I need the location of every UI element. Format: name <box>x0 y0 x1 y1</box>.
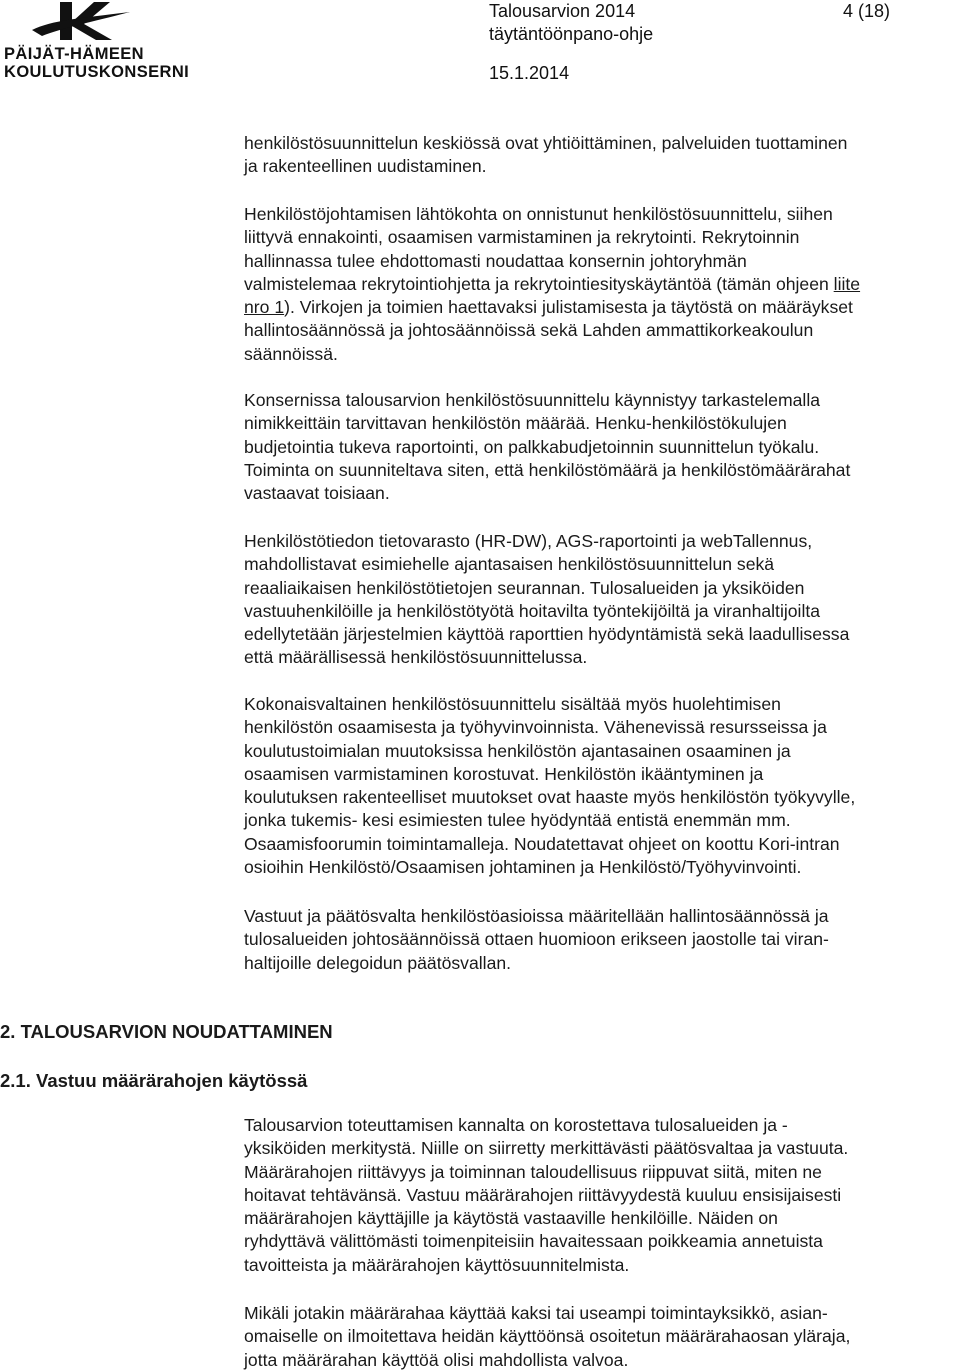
text-line: vastaavat toisiaan. <box>244 483 390 504</box>
organization-name-line2: KOULUTUSKONSERNI <box>4 63 190 81</box>
text-line: henkilöstösuunnittelun keskiössä ovat yhtiöittäminen, palveluiden tuottaminen <box>244 133 848 153</box>
section-heading: 2. TALOUSARVION NOUDATTAMINEN <box>0 1021 333 1042</box>
text-line: ryhdyttävä välittömästi toimenpiteisiin havaitessaan poikkeamia annetuista <box>244 1231 823 1252</box>
text-line: osioihin Henkilöstö/Osaamisen johtaminen ja Henkilöstö/Työhyvinvointi. <box>244 857 802 878</box>
text-line: Vastuut ja päätösvalta henkilöstöasioissa määritellään hallintosäännössä ja <box>244 906 829 926</box>
text-line: liittyvä ennakointi, osaamisen varmistaminen ja rekrytointi. Rekrytoinnin <box>244 227 800 248</box>
text-line: hallintosäännössä ja johtosäännöissä sekä Lahden ammattikorkeakoulun <box>244 320 814 341</box>
text-line: Osaamisfoorumin toimintamalleja. Noudatettavat ohjeet on koottu Kori-intran <box>244 833 840 854</box>
text-line: että määrällisessä henkilöstösuunnittelussa. <box>244 647 588 668</box>
subsection-heading: 2.1. Vastuu määrärahojen käytössä <box>0 1070 308 1091</box>
text-line: Konsernissa talousarvion henkilöstösuunnittelu käynnistyy tarkastelemalla <box>244 390 821 410</box>
text-line: säännöissä. <box>244 343 338 364</box>
text-line: reaaliaikaisen henkilöstötietojen seurannan. Tulosalueiden ja yksiköiden <box>244 577 805 598</box>
text-line: henkilöstön osaamisesta ja työhyvinvoinnista. Vähenevissä resursseissa ja <box>244 717 827 738</box>
text-line: mahdollistavat esimiehelle ajantasaisen henkilöstösuunnittelun sekä <box>244 554 775 575</box>
text-line: nimikkeittäin tarvittavan henkilöstön määrää. Henku-henkilöstökulujen <box>244 413 787 434</box>
text-line: haltijoille delegoidun päätösvallan. <box>244 952 512 973</box>
section2-paragraph-1 <box>244 1114 956 1277</box>
text-line-with-link <box>244 296 956 319</box>
text-line: määrärahojen käyttäjille ja käytöstä vastaaville henkilöille. Näiden on <box>244 1208 778 1229</box>
text-line: Henkilöstötiedon tietovarasto (HR-DW), AGS-raportointi ja webTallennus, <box>244 531 813 551</box>
text-line: edellytetään järjestelmien käyttöä raporttien hyödyntämistä sekä laadullisessa <box>244 624 850 645</box>
text-line: osaamisen varmistaminen korostuvat. Henkilöstön ikääntyminen ja <box>244 763 764 784</box>
section2-paragraph-2 <box>244 1302 956 1372</box>
organization-name-line1: PÄIJÄT-HÄMEEN <box>4 45 144 63</box>
text-line: Mikäli jotakin määrärahaa käyttää kaksi tai useampi toimintayksikkö, asian- <box>244 1303 828 1323</box>
text-line: ). Virkojen ja toimien haettavaksi julistamisesta ja täytöstä on määräykset <box>284 297 853 318</box>
document-subtitle: täytäntöönpano-ohje <box>489 24 654 44</box>
text-line: hallinnassa tulee ehdottomasti noudattaa konsernin johtoryhmän <box>244 250 747 271</box>
text-line: valmistelemaa rekrytointiohjetta ja rekrytointiesityskäytäntöä (tämän ohjeen <box>244 273 834 294</box>
text-line: ja rakenteellinen uudistaminen. <box>244 156 487 177</box>
appendix-link[interactable]: liite <box>833 273 861 294</box>
text-line: Toiminta on suunniteltava siten, että henkilöstömäärä ja henkilöstömäärärahat <box>244 459 851 480</box>
text-line: Kokonaisvaltainen henkilöstösuunnittelu sisältää myös huolehtimisen <box>244 694 781 714</box>
text-line: koulutustoimialan muutoksissa henkilöstön ajantasainen osaaminen ja <box>244 740 791 761</box>
text-line: Määrärahojen riittävyys ja toiminnan taloudellisuus riippuvat siitä, miten ne <box>244 1161 822 1182</box>
text-line: tavoitteista ja määrärahojen käyttösuunnitelmista. <box>244 1254 630 1275</box>
paragraph-4 <box>244 530 956 670</box>
text-line: budjetointia tukeva raportointi, on palkkabudjetoinnin suunnittelun työkalu. <box>244 436 820 457</box>
text-line: vastuuhenkilöille ja henkilöstötyötä hoitavilta työntekijöiltä ja viranhaltijoilta <box>244 600 821 621</box>
paragraph-3 <box>244 389 956 505</box>
text-line: tulosalueiden johtosäännöissä ottaen huomioon erikseen jaostolle tai viran- <box>244 929 829 950</box>
paragraph-2 <box>244 203 956 366</box>
paragraph-5 <box>244 693 956 879</box>
document-date: 15.1.2014 <box>489 63 570 83</box>
document-title: Talousarvion 2014 <box>489 1 636 21</box>
text-line: jotta määrärahan käyttöä olisi mahdollista valvoa. <box>244 1349 629 1370</box>
paragraph-1 <box>244 132 956 179</box>
text-line: Henkilöstöjohtamisen lähtökohta on onnistunut henkilöstösuunnittelu, siihen <box>244 204 833 224</box>
paragraph-6 <box>244 905 956 975</box>
text-line-with-link <box>244 273 956 296</box>
text-line: omaiselle on ilmoitettava heidän käyttöönsä osoitetun määrärahaosan yläraja, <box>244 1326 851 1347</box>
k-logo-mark-icon <box>2 0 132 46</box>
text-line: koulutuksen rakenteelliset muutokset ovat haaste myös henkilöstön työkyvylle, <box>244 787 856 808</box>
text-line: jonka tukemis- kesi esimiesten tulee hyödyntää entistä enemmän mm. <box>244 810 791 831</box>
appendix-link-continued[interactable]: nro 1 <box>244 297 285 318</box>
text-line: yksiköiden merkitystä. Niille on siirretty merkittävästi päätösvaltaa ja vastuuta. <box>244 1138 849 1159</box>
text-line: hoitavat tehtävänsä. Vastuu määrärahojen riittävyydestä kuuluu ensisijaisesti <box>244 1184 842 1205</box>
page-number: 4 (18) <box>843 1 891 21</box>
text-line: Talousarvion toteuttamisen kannalta on korostettava tulosalueiden ja - <box>244 1115 788 1135</box>
